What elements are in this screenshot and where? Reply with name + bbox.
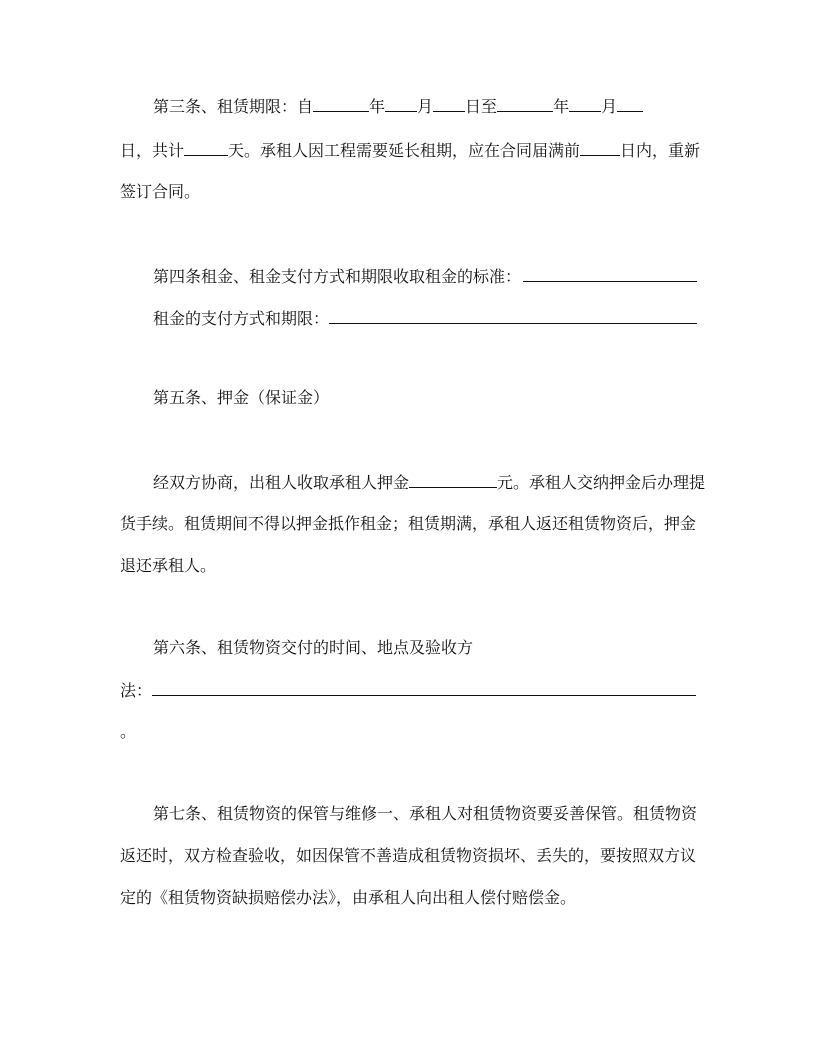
- article-6-line-1: 第六条、租赁物资交付的时间、地点及验收方: [153, 638, 474, 657]
- article-7-line-1: 第七条、租赁物资的保管与维修一、承租人对租赁物资要妥善保管。租赁物资: [153, 804, 698, 823]
- payment-method-label: 租金的支付方式和期限：: [153, 309, 330, 328]
- month-label: 月: [417, 97, 434, 116]
- article-3-line-3: 签订合同。: [120, 182, 201, 201]
- article-5-line-2: 货手续。租赁期间不得以押金抵作租金；租赁期满，承租人返还租赁物资后，押金: [120, 514, 697, 533]
- article-7-line-2: 返还时，双方检查验收，如因保管不善造成租赁物资损坏、丢失的，要按照双方议: [120, 846, 697, 865]
- article-3-text: 天。承租人因工程需要延长租期，应在合同届满前: [228, 141, 581, 160]
- delivery-method-blank[interactable]: [152, 680, 696, 696]
- article-5-line-3: 退还承租人。: [120, 556, 217, 575]
- start-month-blank[interactable]: [385, 96, 417, 112]
- end-month-blank[interactable]: [569, 96, 601, 112]
- end-day-blank[interactable]: [617, 96, 643, 112]
- renewal-days-blank[interactable]: [580, 140, 620, 156]
- article-5-text: 元。承租人交纳押金后办理提: [497, 473, 706, 492]
- article-7-line-3: 定的《租赁物资缺损赔偿办法》，由承租人向出租人偿付赔偿金。: [120, 888, 577, 907]
- article-3-text: 第三条、租赁期限：自: [153, 97, 314, 116]
- total-days-blank[interactable]: [184, 140, 228, 156]
- article-3-line-1: [153, 96, 643, 116]
- end-year-blank[interactable]: [497, 96, 553, 112]
- article-4-line-1: [153, 266, 697, 286]
- year-label: 年: [553, 97, 570, 116]
- payment-method-blank[interactable]: [329, 308, 697, 324]
- start-day-blank[interactable]: [433, 96, 465, 112]
- article-3-line-2: [120, 140, 700, 160]
- article-6-line-3: 。: [120, 722, 137, 741]
- article-5-heading: 第五条、押金（保证金）: [153, 388, 330, 407]
- article-6-line-2: [120, 680, 696, 700]
- day-to-label: 日至: [465, 97, 498, 116]
- year-label: 年: [369, 97, 386, 116]
- article-3-text: 日内，重新: [620, 141, 701, 160]
- start-year-blank[interactable]: [313, 96, 369, 112]
- article-6-text: 法：: [120, 681, 153, 700]
- article-4-line-2: [153, 308, 697, 328]
- deposit-amount-blank[interactable]: [409, 472, 497, 488]
- article-5-line-1: [153, 472, 705, 492]
- rent-standard-blank[interactable]: [523, 266, 697, 282]
- article-5-text: 经双方协商，出租人收取承租人押金: [153, 473, 410, 492]
- month-label: 月: [601, 97, 618, 116]
- article-3-text: 日，共计: [120, 141, 185, 160]
- rent-standard-label: 第四条租金、租金支付方式和期限收取租金的标准：: [153, 267, 522, 286]
